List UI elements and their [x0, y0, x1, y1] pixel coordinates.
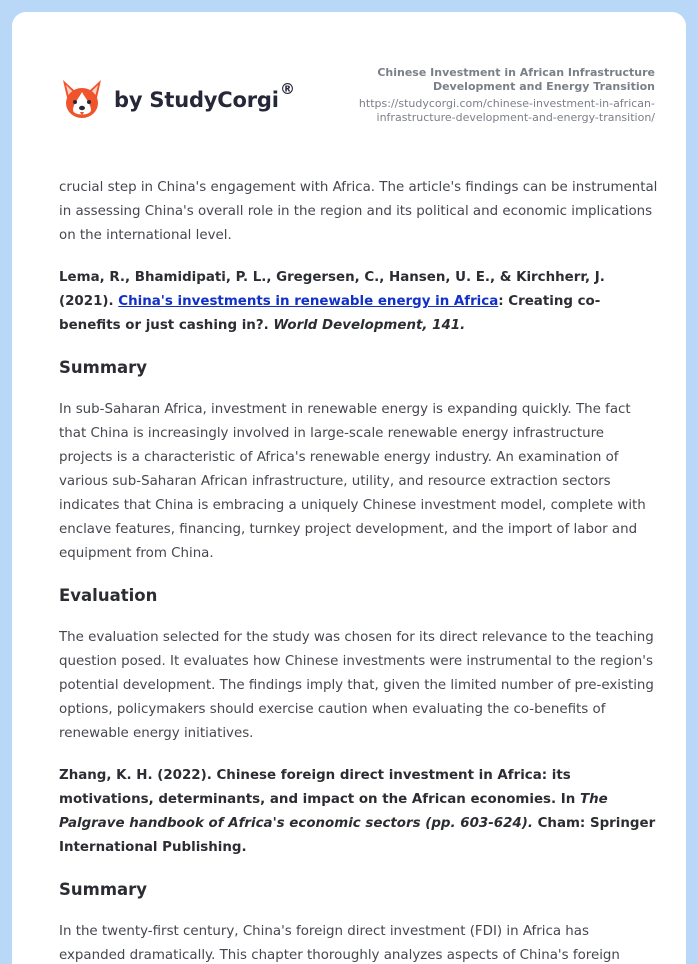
- document-title: [325, 66, 655, 94]
- reference-title-rest: : Creating co-benefits or just cashing in?.: [59, 294, 601, 333]
- reference-publisher: Cham: Springer International Publishing.: [59, 816, 656, 855]
- document-info: [325, 66, 655, 125]
- document-body: [59, 176, 659, 964]
- document-url-line: infrastructure-development-and-energy-transition/: [376, 111, 655, 124]
- evaluation-paragraph: The evaluation selected for the study was chosen for its direct relevance to the teaching question posed. It evaluates how Chinese investments were instrumental to the region's potential development. The findings imply that, given the limited number of pre-existing options, policymakers should exercise caution when evaluating the co-benefits of renewable energy initiatives.: [59, 630, 654, 741]
- summary-paragraph: In the twenty-first century, China's foreign direct investment (FDI) in Africa has expanded dramatically. This chapter thoroughly analyzes aspects of China's foreign: [59, 924, 620, 963]
- document-page: [12, 12, 686, 964]
- brand-name: by StudyCorgi: [114, 88, 279, 112]
- studycorgi-logo[interactable]: [60, 76, 310, 126]
- reference-lema: [59, 266, 659, 338]
- reference-link[interactable]: China's investments in renewable energy in Africa: [118, 294, 499, 309]
- reference-journal: World Development, 141.: [273, 318, 466, 333]
- document-title-line: Development and Energy Transition: [432, 80, 655, 93]
- reference-authors: Zhang, K. H. (2022). Chinese foreign direct investment in Africa: its motivations, determinants, and impact on the African economies. In: [59, 768, 580, 807]
- registered-mark: ®: [280, 80, 295, 98]
- summary-heading: Summary: [59, 358, 148, 377]
- document-url-line: https://studycorgi.com/chinese-investment-in-african-: [358, 97, 655, 110]
- reference-zhang: [59, 764, 659, 860]
- corgi-icon: [60, 76, 104, 122]
- summary-heading: Summary: [59, 880, 148, 899]
- reference-book: The Palgrave handbook of Africa's economic sectors (pp. 603-624).: [59, 792, 608, 831]
- summary-paragraph: In sub-Saharan Africa, investment in renewable energy is expanding quickly. The fact that China is increasingly involved in large-scale renewable energy infrastructure projects is a characteristic of Africa's renewable energy industry. An examination of various sub-Saharan African infrastructure, utility, and resource extraction sectors indicates that China is embracing a uniquely Chinese investment model, complete with enclave features, financing, turnkey project development, and the import of labor and equipment from China.: [59, 402, 646, 561]
- document-url[interactable]: [325, 97, 655, 125]
- page-header: [12, 12, 686, 152]
- reference-authors: Lema, R., Bhamidipati, P. L., Gregersen, C., Hansen, U. E., & Kirchherr, J. (2021).: [59, 270, 605, 309]
- document-title-line: Chinese Investment in African Infrastructure: [377, 66, 655, 79]
- intro-paragraph: crucial step in China's engagement with Africa. The article's findings can be instrumental in assessing China's overall role in the region and its political and economic implications on the international level.: [59, 180, 658, 243]
- evaluation-heading: Evaluation: [59, 586, 158, 605]
